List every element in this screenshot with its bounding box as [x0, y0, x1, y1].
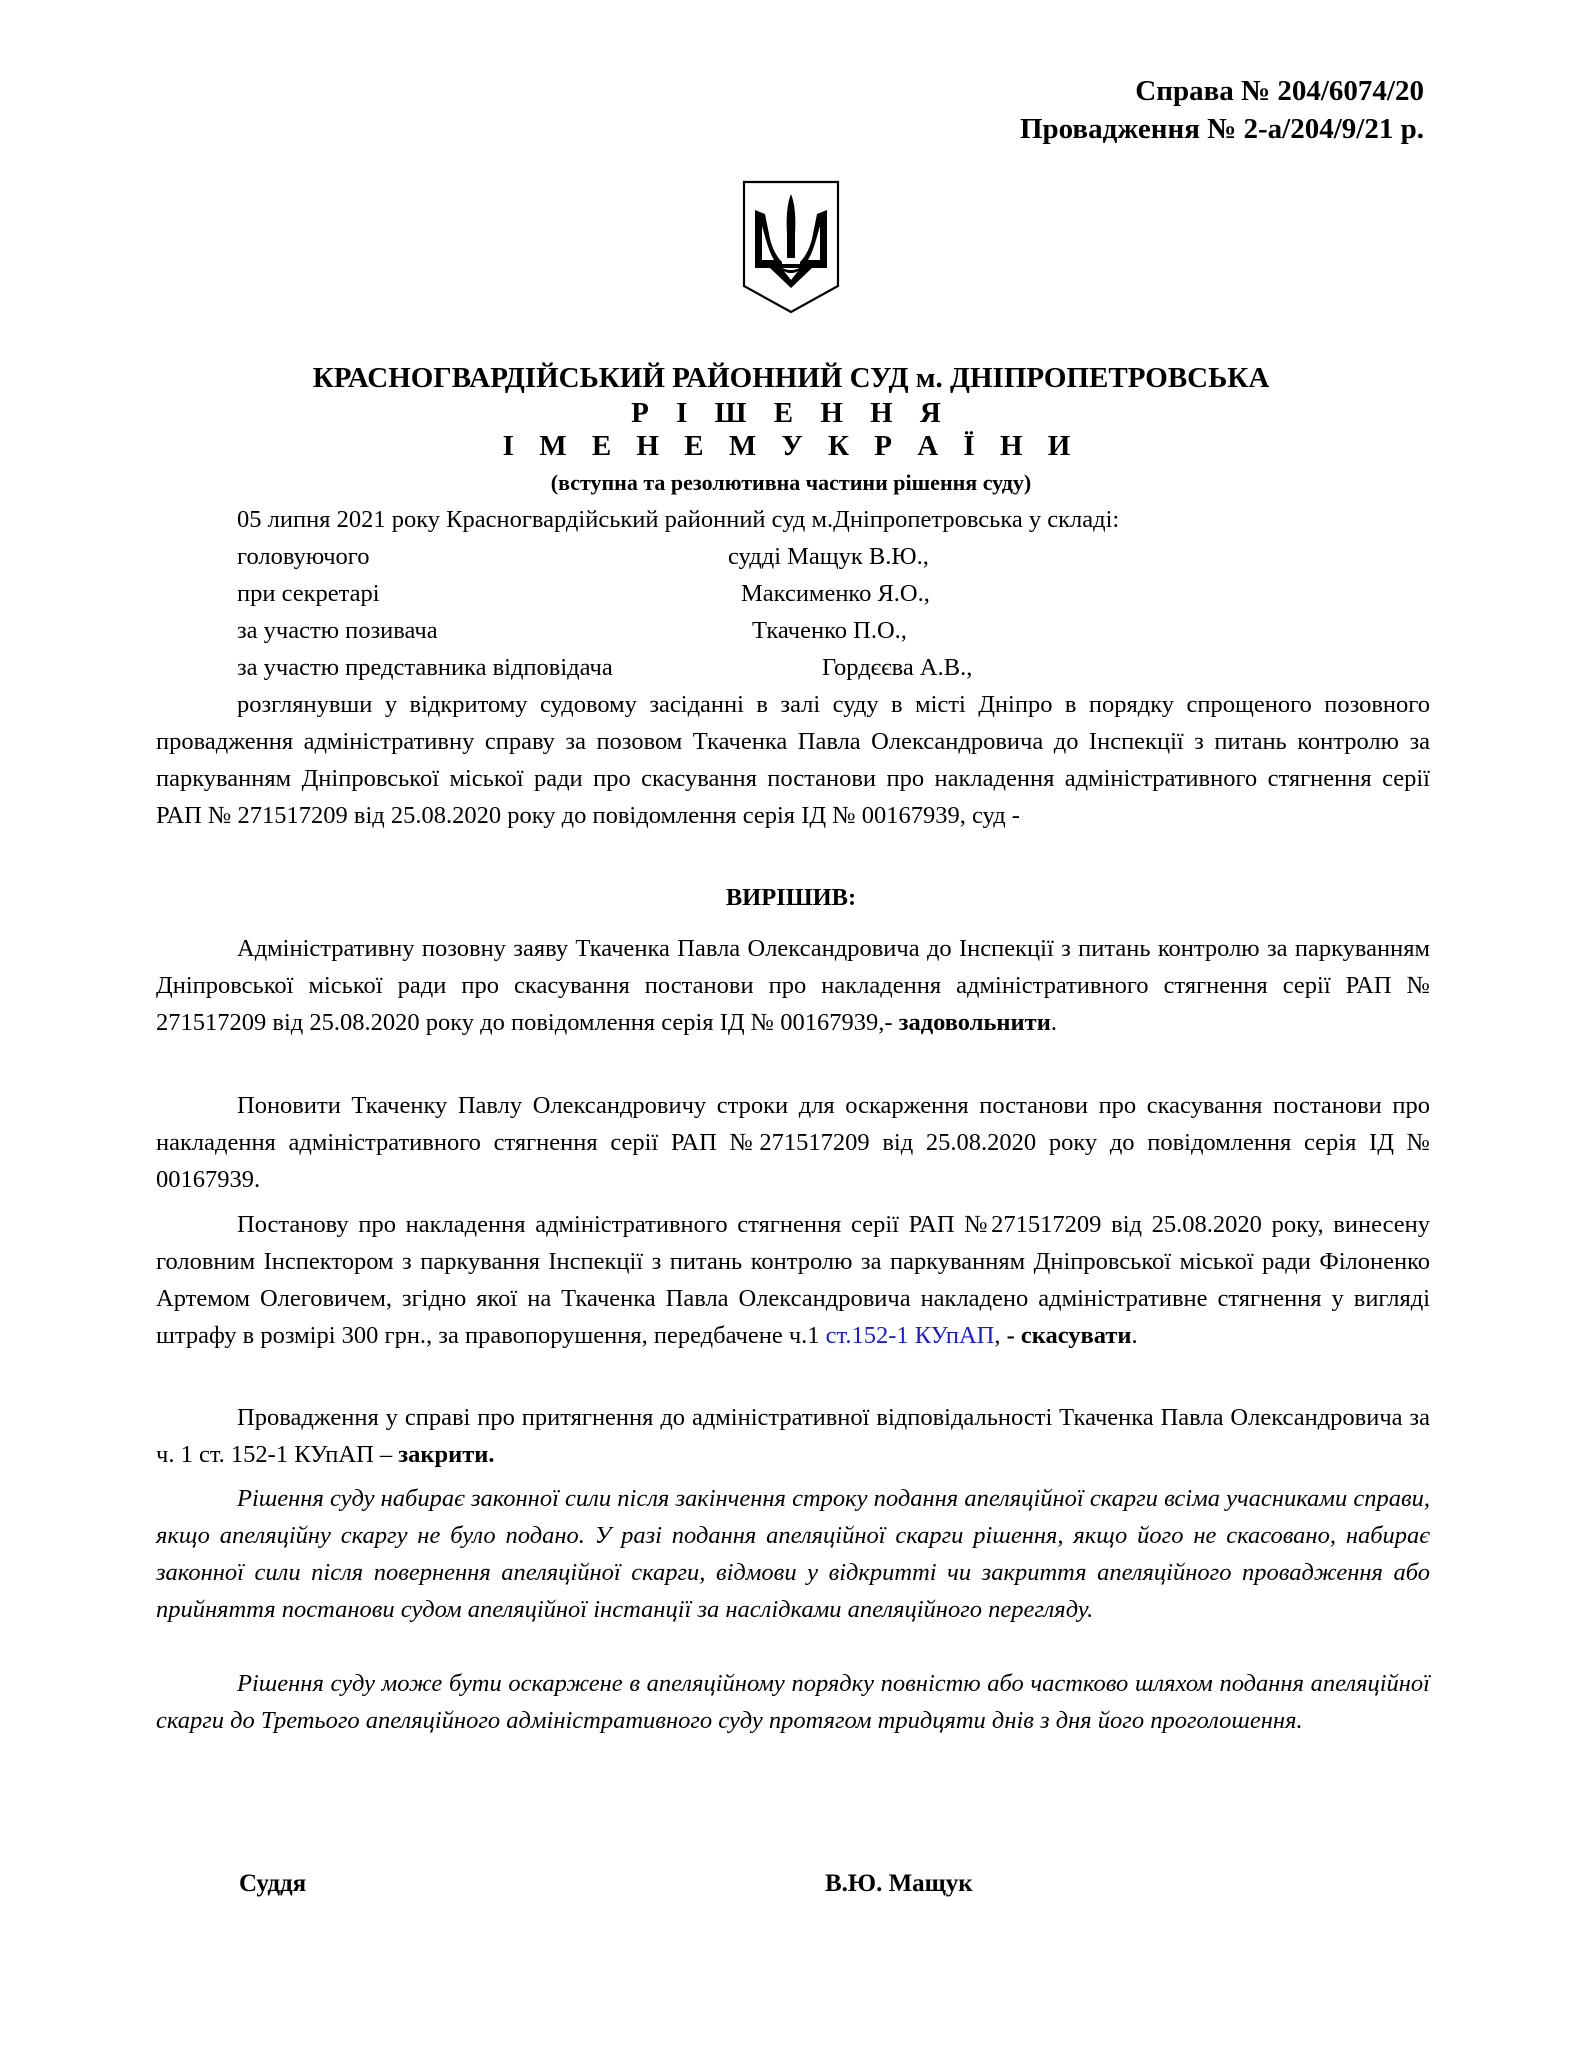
ukraine-trident-coat-of-arms-icon	[738, 178, 844, 316]
signature-label: Суддя	[239, 1870, 307, 1897]
party-role: при секретарі	[237, 580, 380, 607]
decision-subtitle: (вступна та резолютивна частини рішення суду)	[550, 470, 1032, 495]
party-name: Максименко Я.О.,	[741, 580, 930, 607]
resolved-heading: ВИРІШИВ:	[725, 884, 857, 911]
party-role: за участю представника відповідача	[237, 654, 613, 681]
signature-name: В.Ю. Мащук	[825, 1870, 973, 1897]
party-secretary	[237, 575, 380, 612]
notice-entry-into-force: Рішення суду набирає законної сили після закінчення строку подання апеляційної скарги всіма учасниками справи, якщо апеляційну скаргу не було подано. У разі подання апеляційної скарги рішення, якщо його не скасовано, набирає законної сили після повернення апеляційної скарги, відмови у відкритті чи закриття апеляційного провадження або прийняття постанови судом апеляційної інстанції за наслідками апеляційного перегляду.	[156, 1485, 1430, 1623]
ruling-satisfy-claim: Адміністративну позовну заяву Ткаченка Павла Олександровича до Інспекції з питань контролю за паркуванням Дніпровської міської ради про скасування постанови про накладення адміністративного стягнення серії РАП № 271517209 від 25.08.2020 року до повідомлення серія ІД № 00167939,- задовольнити.	[156, 935, 1430, 1036]
party-defendant-representative	[237, 649, 613, 686]
law-article-link[interactable]: ст.152-1 КУпАП	[825, 1322, 995, 1349]
ruling-verdict: задовольнити	[898, 1009, 1051, 1036]
in-the-name-of-ukraine: І М Е Н Е М У К Р А Ї Н И	[502, 430, 1080, 462]
ruling-cancel-resolution: Постанову про накладення адміністративного стягнення серії РАП №271517209 від 25.08.2020 року, винесену головним Інспектором з паркування Інспекції з питань контролю за паркуванням Дніпровської міської ради Філоненко Артемом Олеговичем, згідно якої на Ткаченка Павла Олександровича накладено адміністративне стягнення у вигляді штрафу в розмірі 300 грн., за правопорушення, передбачене ч.1 ст.152-1 КУпАП, - скасувати.	[156, 1211, 1430, 1349]
case-header	[1020, 72, 1424, 148]
court-name: КРАСНОГВАРДІЙСЬКИЙ РАЙОННИЙ СУД м. ДНІПРОПЕТРОВСЬКА	[312, 362, 1270, 394]
ruling-renew-deadline: Поновити Ткаченку Павлу Олександровичу строки для оскарження постанови про скасування постанови про накладення адміністративного стягнення серії РАП №271517209 від 25.08.2020 року до повідомлення серія ІД № 00167939.	[156, 1092, 1430, 1193]
party-role: головуючого	[237, 543, 370, 570]
ruling-close-proceedings: Провадження у справі про притягнення до адміністративної відповідальності Ткаченка Павла Олександровича за ч. 1 ст. 152-1 КУпАП – закрити.	[156, 1404, 1430, 1468]
party-name: Гордєєва А.В.,	[822, 654, 973, 681]
party-role: за участю позивача	[237, 617, 438, 644]
party-plaintiff	[237, 612, 438, 649]
proceeding-number: Провадження № 2-а/204/9/21 р.	[1019, 113, 1424, 145]
case-number: Справа № 204/6074/20	[1135, 75, 1424, 107]
party-name: судді Мащук В.Ю.,	[728, 543, 929, 570]
party-name: Ткаченко П.О.,	[752, 617, 907, 644]
party-presiding	[237, 538, 369, 575]
ruling-verdict: закрити.	[398, 1441, 495, 1468]
intro-line: 05 липня 2021 року Красногвардійський районний суд м.Дніпропетровська у складі:	[237, 506, 1120, 533]
notice-appeal: Рішення суду може бути оскаржене в апеляційному порядку повністю або частково шляхом подання апеляційної скарги до Третього апеляційного адміністративного суду протягом тридцяти днів з дня його проголошення.	[156, 1670, 1430, 1734]
considered-paragraph: розглянувши у відкритому судовому засіданні в залі суду в місті Дніпро в порядку спрощеного позовного провадження адміністративну справу за позовом Ткаченка Павла Олександровича до Інспекції з питань контролю за паркуванням Дніпровської міської ради про скасування постанови про накладення адміністративного стягнення серії РАП № 271517209 від 25.08.2020 року до повідомлення серія ІД № 00167939, суд -	[156, 691, 1430, 829]
decision-heading: Р І Ш Е Н Н Я	[631, 397, 951, 429]
ruling-verdict: - скасувати	[1006, 1322, 1132, 1349]
